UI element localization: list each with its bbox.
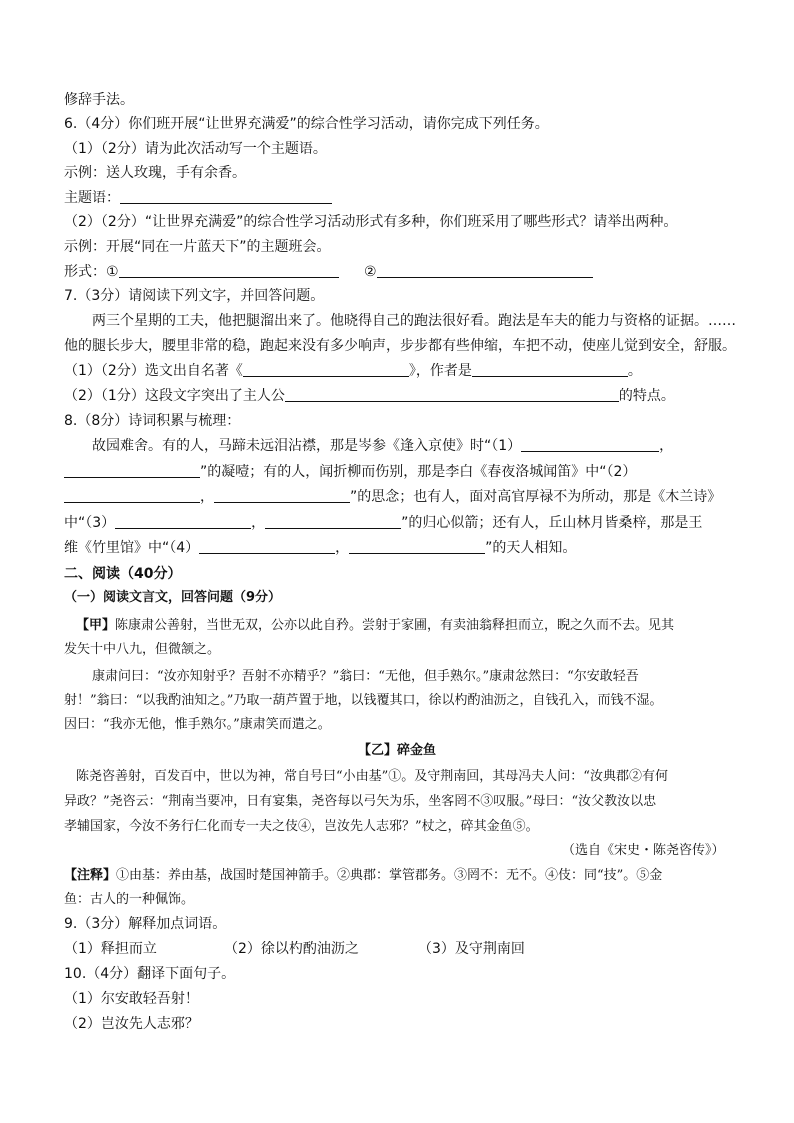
- question-text: ，: [251, 515, 266, 531]
- question-10-item-1: （1）尔安敢轻吾射！: [64, 991, 199, 1007]
- poetry-line-2: [64, 462, 636, 482]
- annotation-text: ①由基：养由基，战国时楚国神箭手。②典郡：掌管郡务。③罔不：无不。④伎：同“技”。⑤金: [116, 868, 663, 883]
- passage-yi-line: 异政？”尧咨云：“荆南当要冲，日有宴集，尧咨每以弓矢为乐，坐客罔不③叹服。”母曰：“汝父教汝以忠: [64, 794, 657, 809]
- passage-line: 他的腿长步大，腰里非常的稳，跑起来没有多少响声，步步都有些伸缩，车把不动，使座儿觉到安全，舒服。: [64, 338, 736, 354]
- author-blank[interactable]: [472, 362, 628, 377]
- passage-yi-line: 陈尧咨善射，百发百中，世以为神，常自号曰“小由基”①。及守荆南回，其母冯夫人问：“汝典郡②有何: [76, 769, 668, 784]
- passage-jia-line: 康肃问曰：“汝亦知射乎？吾射不亦精乎？”翁曰：“无他，但手熟尔。”康肃忿然曰：“尔安敢轻吾: [92, 669, 639, 684]
- poetry-blank-3[interactable]: [64, 488, 200, 503]
- example-line: 示例：送人玫瑰，手有余香。: [64, 165, 246, 181]
- question-text: （1）（2分）选文出自名著《: [64, 363, 243, 379]
- theme-answer-blank[interactable]: [120, 189, 332, 204]
- question-text: 》，作者是: [408, 363, 472, 379]
- question-text: ”的思念；也有人，面对高官厚禄不为所动，那是《木兰诗》: [350, 489, 722, 505]
- passage-jia-line: 因曰：“我亦无他，惟手熟尔。”康肃笑而遣之。: [64, 717, 331, 732]
- question-text: ”的天人相知。: [485, 540, 577, 556]
- question-text: ”的凝噎；有的人，闻折柳而伤别，那是李白《春夜洛城闻笛》中“（2）: [200, 464, 637, 480]
- question-9-item-2: （2）徐以杓酌油沥之: [224, 941, 359, 957]
- text-line: 修辞手法。: [64, 92, 134, 108]
- question-text: ，: [200, 489, 214, 505]
- question-7: 7.（3分）请阅读下列文字，并回答问题。: [64, 288, 325, 304]
- example-line: 示例：开展“同在一片蓝天下”的主题班会。: [64, 239, 331, 255]
- poetry-blank-7[interactable]: [199, 539, 335, 554]
- question-6: 6.（4分）你们班开展“让世界充满爱”的综合性学习活动，请你完成下列任务。: [64, 116, 549, 132]
- poetry-line-1: [92, 436, 673, 456]
- passage-tag: 【甲】: [76, 618, 116, 633]
- section-heading: 二、阅读（40分）: [64, 566, 182, 582]
- form-label: 形式：①: [64, 264, 119, 280]
- poetry-blank-2[interactable]: [64, 463, 200, 478]
- annotation-line: [64, 866, 662, 886]
- question-text: ，: [659, 438, 674, 454]
- question-6-2: （2）（2分）“让世界充满爱”的综合性学习活动形式有多种，你们班采用了哪些形式？请举出两种。: [64, 214, 678, 230]
- passage-jia-line: 射！”翁曰：“以我酌油知之。”乃取一葫芦置于地，以钱覆其口，徐以杓酌油沥之，自钱孔入，而钱不湿。: [64, 693, 663, 708]
- question-text: 维《竹里馆》中“（4）: [64, 540, 200, 556]
- question-text: 。: [627, 363, 642, 379]
- question-text: ”的归心似箭；还有人，丘山林月皆桑梓，那是王: [401, 515, 703, 531]
- poetry-line-5: [64, 538, 576, 558]
- question-text: （2）（1分）这段文字突出了主人公: [64, 388, 285, 404]
- question-text: ，: [335, 540, 350, 556]
- theme-label: 主题语：: [64, 190, 120, 206]
- poetry-line-3: [64, 487, 721, 507]
- question-10: 10.（4分）翻译下面句子。: [64, 966, 236, 982]
- annotation-tag: 【注释】: [64, 868, 117, 883]
- question-6-1: （1）（2分）请为此次活动写一个主题语。: [64, 141, 327, 157]
- question-text: 故园难舍。有的人，马蹄未远泪沾襟，那是岑参《逢入京使》时“（1）: [92, 438, 522, 454]
- annotation-line: 鱼：古人的一种佩饰。: [64, 892, 195, 907]
- book-title-blank[interactable]: [243, 362, 409, 377]
- passage-yi-line: 孝辅国家，今汝不务行仁化而专一夫之伎④，岂汝先人志邪？”杖之，碎其金鱼⑤。: [64, 819, 539, 834]
- passage-source: （选自《宋史・陈尧咨传》）: [562, 843, 725, 858]
- passage-text: 陈康肃公善射，当世无双，公亦以此自矜。尝射于家圃，有卖油翁释担而立，睨之久而不去。见其: [115, 618, 675, 633]
- poetry-line-4: [64, 513, 702, 533]
- character-trait-blank[interactable]: [285, 387, 619, 402]
- question-8: 8.（8分）诗词积累与梳理：: [64, 413, 241, 429]
- question-text: 中“（3）: [64, 515, 116, 531]
- question-9-item-3: （3）及守荆南回: [418, 941, 525, 957]
- passage-jia-line: 发矢十中八九，但微颔之。: [64, 642, 221, 657]
- poetry-blank-5[interactable]: [115, 514, 251, 529]
- question-9-item-1: （1）释担而立: [64, 941, 157, 957]
- poetry-blank-8[interactable]: [349, 539, 485, 554]
- form-answer-blank-1[interactable]: [119, 263, 339, 278]
- poetry-blank-6[interactable]: [265, 514, 401, 529]
- question-text: 的特点。: [618, 388, 675, 404]
- question-9: 9.（3分）解释加点词语。: [64, 916, 227, 932]
- subsection-heading: （一）阅读文言文，回答问题（9分）: [64, 590, 282, 605]
- form-label-2: ②: [364, 264, 377, 280]
- passage-jia-line: [76, 616, 674, 636]
- form-answer-blank-2[interactable]: [377, 263, 593, 278]
- poetry-blank-1[interactable]: [521, 437, 659, 452]
- theme-line: [64, 188, 332, 208]
- question-7-1: [64, 361, 642, 381]
- form-line-2: [364, 262, 593, 282]
- question-10-item-2: （2）岂汝先人志邪？: [64, 1016, 199, 1032]
- passage-line: 两三个星期的工夫，他把腿溜出来了。他晓得自己的跑法很好看。跑法是车夫的能力与资格的证据。……: [92, 313, 736, 329]
- form-line: [64, 262, 339, 282]
- passage-yi-title: 【乙】碎金鱼: [357, 743, 436, 758]
- poetry-blank-4[interactable]: [214, 488, 350, 503]
- question-7-2: [64, 386, 675, 406]
